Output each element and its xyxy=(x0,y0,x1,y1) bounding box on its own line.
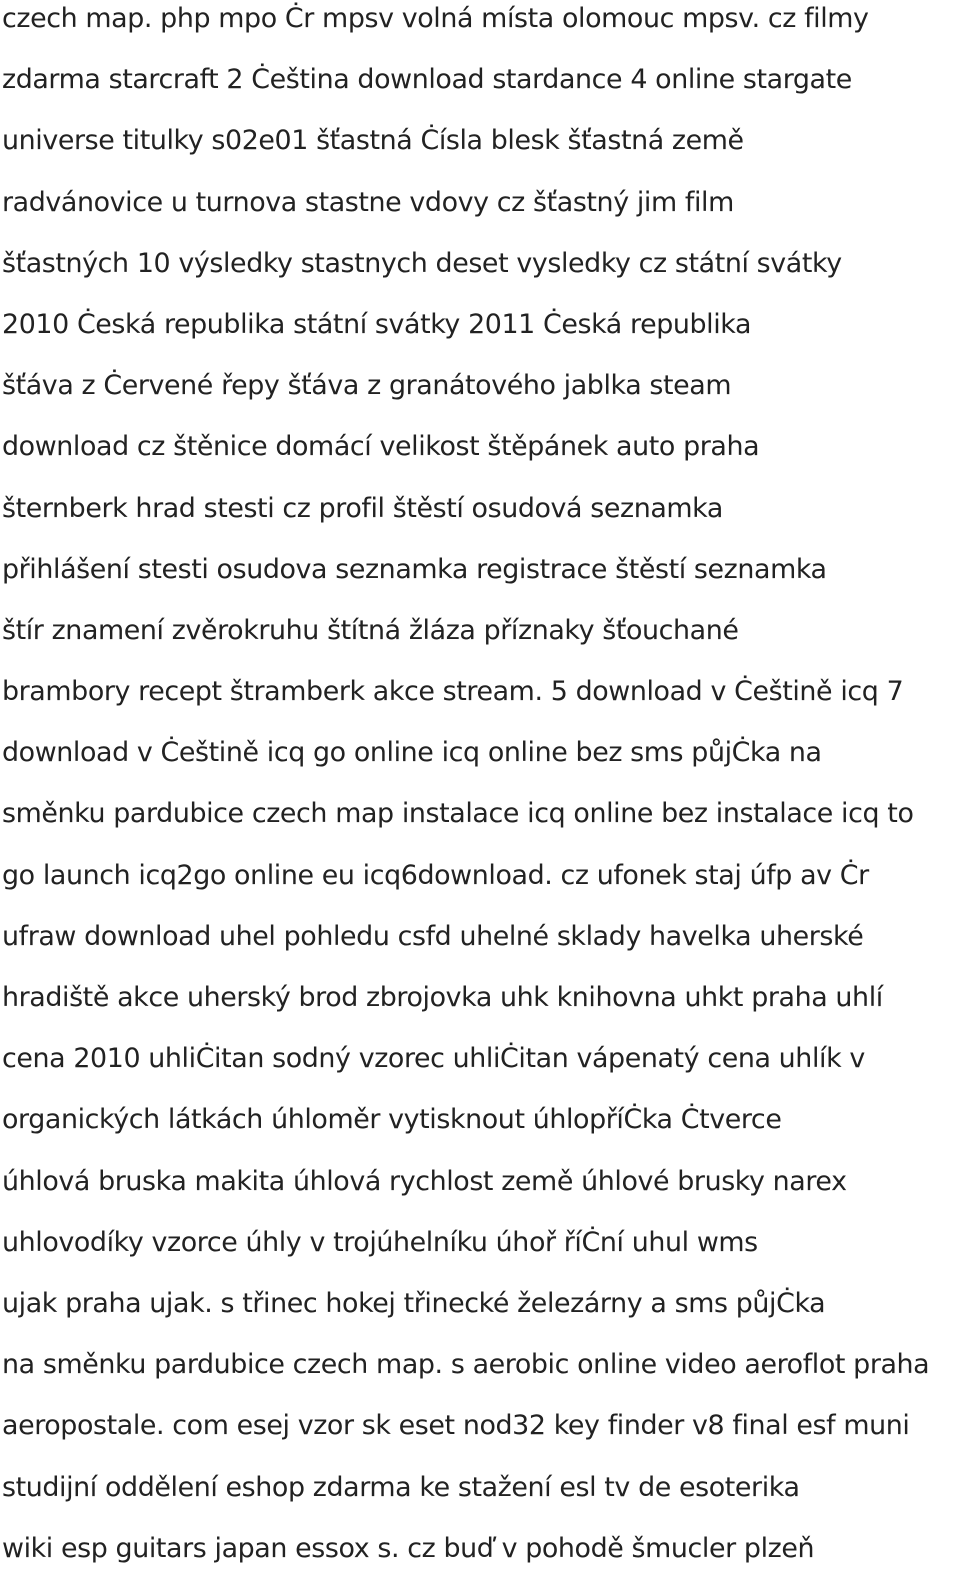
text-line-14: směnku pardubice czech map instalace icq online bez instalace icq to xyxy=(2,798,914,830)
text-line-3: universe titulky s02e01 šťastná Ċísla blesk šťastná země xyxy=(2,125,744,157)
text-line-26: wiki esp guitars japan essox s. cz buď v pohodě šmucler plzeň xyxy=(2,1532,815,1564)
text-line-15: go launch icq2go online eu icq6download. cz ufonek staj úfp av Ċr xyxy=(2,859,869,891)
text-line-18: cena 2010 uhliĊitan sodný vzorec uhliĊitan vápenatý cena uhlík v xyxy=(2,1043,865,1075)
text-line-7: šťáva z Ċervené řepy šťáva z granátového jablka steam xyxy=(2,370,732,402)
text-line-10: přihlášení stesti osudova seznamka registrace štěstí seznamka xyxy=(2,553,827,585)
text-line-2: zdarma starcraft 2 Ċeština download stardance 4 online stargate xyxy=(2,64,852,96)
text-line-11: štír znamení zvěrokruhu štítná žláza příznaky šťouchané xyxy=(2,614,739,646)
text-line-1: czech map. php mpo Ċr mpsv volná místa olomouc mpsv. cz filmy xyxy=(2,3,869,34)
text-line-19: organických látkách úhloměr vytisknout úhlopříĊka Ċtverce xyxy=(2,1104,782,1136)
text-line-9: šternberk hrad stesti cz profil štěstí osudová seznamka xyxy=(2,492,723,524)
text-line-17: hradiště akce uherský brod zbrojovka uhk knihovna uhkt praha uhlí xyxy=(2,982,883,1013)
text-line-20: úhlová bruska makita úhlová rychlost země úhlové brusky narex xyxy=(2,1165,847,1197)
text-line-22: ujak praha ujak. s třinec hokej třinecké železárny a sms půjĊka xyxy=(2,1287,826,1319)
text-line-16: ufraw download uhel pohledu csfd uhelné sklady havelka uherské xyxy=(2,920,864,952)
text-line-5: šťastných 10 výsledky stastnych deset vysledky cz státní svátky xyxy=(2,247,842,279)
text-line-21: uhlovodíky vzorce úhly v trojúhelníku úhoř říĊní uhul wms xyxy=(2,1226,758,1258)
document-body xyxy=(2,0,960,1579)
text-line-25: studijní oddělení eshop zdarma ke stažení esl tv de esoterika xyxy=(2,1471,800,1503)
text-line-13: download v Ċeštině icq go online icq online bez sms půjĊka na xyxy=(2,737,822,769)
text-line-6: 2010 Ċeská republika státní svátky 2011 Ċeská republika xyxy=(2,308,752,340)
text-line-24: aeropostale. com esej vzor sk eset nod32 key finder v8 final esf muni xyxy=(2,1410,910,1442)
text-line-23: na směnku pardubice czech map. s aerobic online video aeroflot praha xyxy=(2,1349,930,1381)
text-line-4: radvánovice u turnova stastne vdovy cz šťastný jim film xyxy=(2,186,734,218)
text-line-12: brambory recept štramberk akce stream. 5 download v Ċeštině icq 7 xyxy=(2,676,904,708)
text-line-8: download cz štěnice domácí velikost štěpánek auto praha xyxy=(2,431,760,463)
